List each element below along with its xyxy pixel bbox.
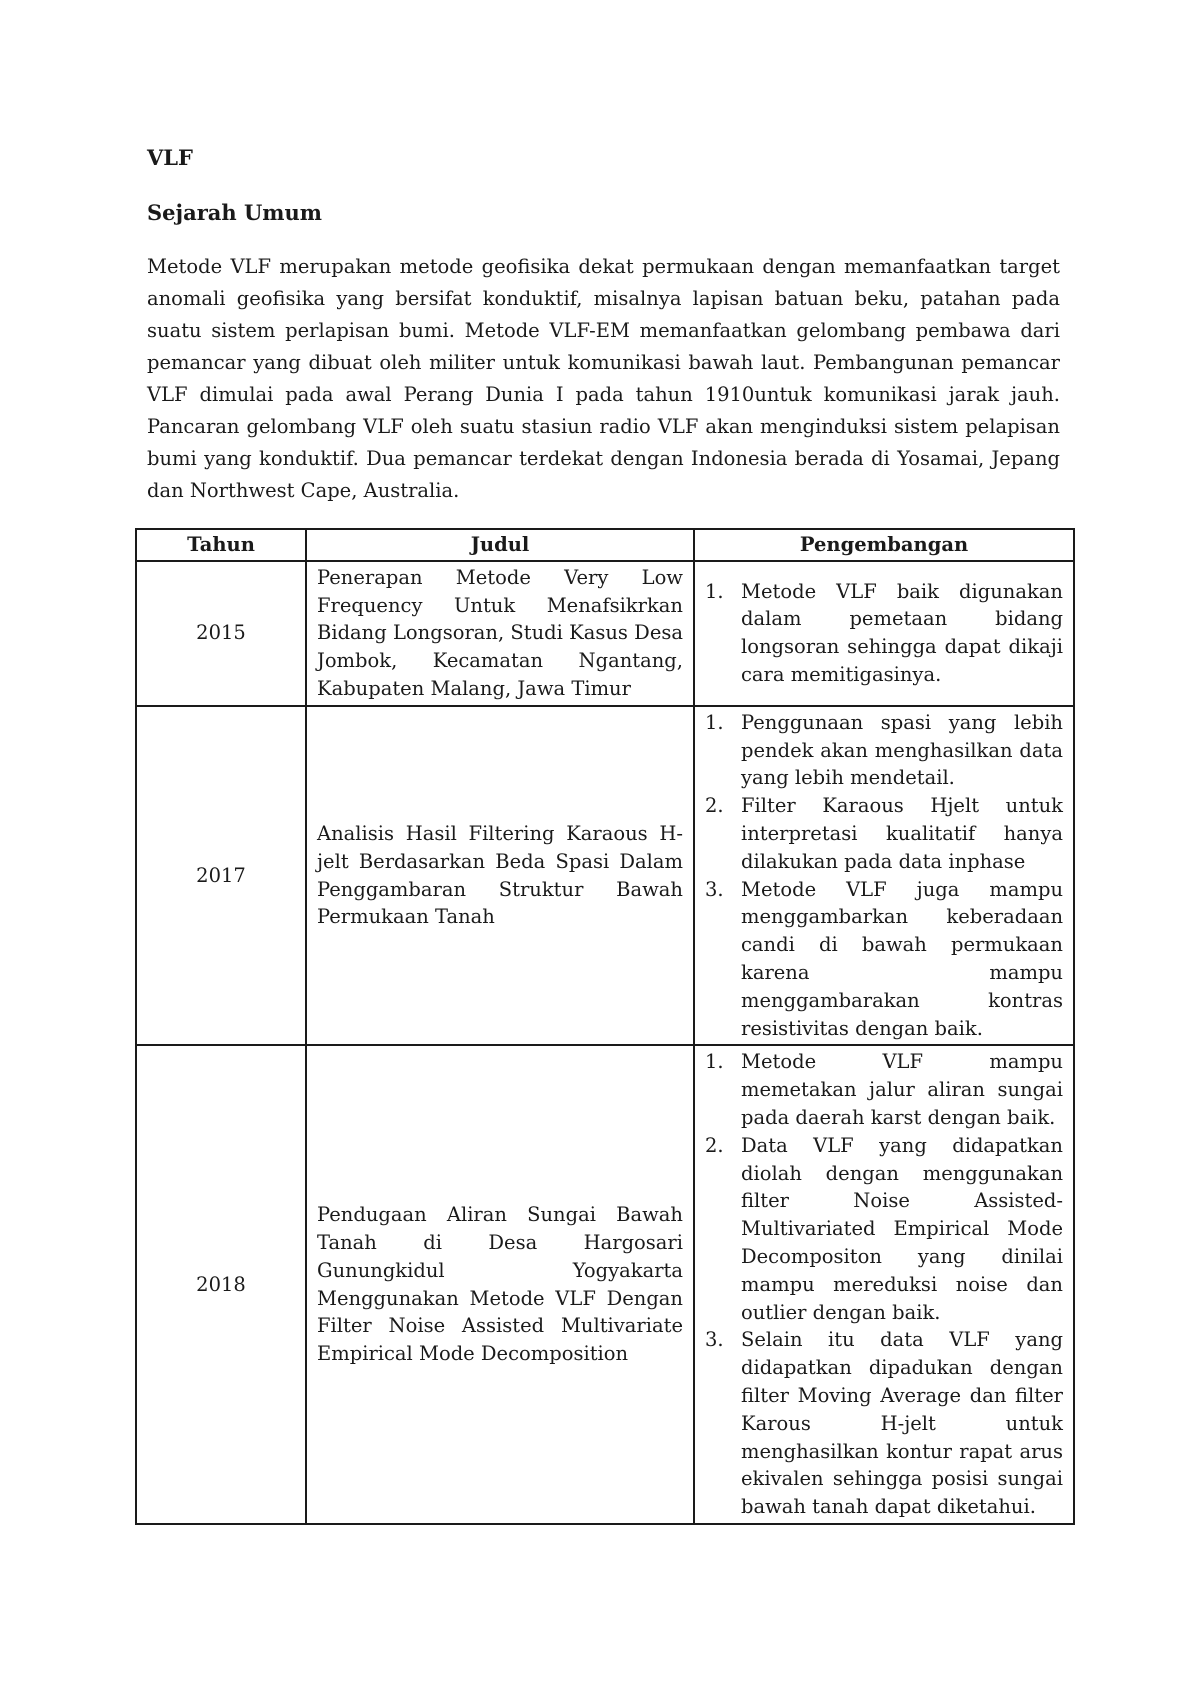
item-number: 1. — [705, 710, 724, 734]
development-cell — [694, 706, 1074, 1046]
development-item — [705, 709, 1063, 792]
item-number: 3. — [705, 1328, 724, 1352]
item-number: 1. — [705, 579, 724, 603]
table-row — [136, 706, 1074, 1046]
development-item — [705, 578, 1063, 689]
title-cell: Pendugaan Aliran Sungai Bawah Tanah di Desa Hargosari Gunungkidul Yogyakarta Menggunakan Metode VLF Dengan Filter Noise Assisted Multivariate Empirical Mode Decomposition — [306, 1045, 694, 1524]
item-text: Selain itu data VLF yang didapatkan dipadukan dengan filter Moving Average dan filter Karous H-jelt untuk menghasilkan kontur rapat arus ekivalen sehingga posisi sungai bawah tanah dapat diketahui. — [741, 1328, 1063, 1519]
year-cell: 2018 — [136, 1045, 306, 1524]
table-row — [136, 1045, 1074, 1524]
header-title: Judul — [306, 529, 694, 561]
development-list — [705, 1048, 1063, 1521]
table-header-row — [136, 529, 1074, 561]
header-development: Pengembangan — [694, 529, 1074, 561]
title-cell: Penerapan Metode Very Low Frequency Untuk Menafsikrkan Bidang Longsoran, Studi Kasus Desa Jombok, Kecamatan Ngantang, Kabupaten Malang, Jawa Timur — [306, 561, 694, 706]
item-number: 2. — [705, 794, 724, 818]
item-text: Penggunaan spasi yang lebih pendek akan menghasilkan data yang lebih mendetail. — [741, 710, 1063, 790]
intro-paragraph: Metode VLF merupakan metode geofisika dekat permukaan dengan memanfaatkan target anomali geofisika yang bersifat konduktif, misalnya lapisan batuan beku, patahan pada suatu sistem perlapisan bumi. Metode VLF-EM memanfaatkan gelombang pembawa dari pemancar yang dibuat oleh militer untuk komunikasi bawah laut. Pembangunan pemancar VLF dimulai pada awal Perang Dunia I pada tahun 1910untuk komunikasi jarak jauh. Pancaran gelombang VLF oleh suatu stasiun radio VLF akan menginduksi sistem pelapisan bumi yang konduktif. Dua pemancar terdekat dengan Indonesia berada di Yosamai, Jepang dan Northwest Cape, Australia. — [147, 255, 1060, 502]
item-text: Metode VLF juga mampu menggambarkan keberadaan candi di bawah permukaan karena mampu menggambarakan kontras resistivitas dengan baik. — [741, 877, 1063, 1040]
item-number: 1. — [705, 1050, 724, 1074]
development-item — [705, 1132, 1063, 1327]
development-item — [705, 1326, 1063, 1521]
year-cell: 2017 — [136, 706, 306, 1046]
year-cell: 2015 — [136, 561, 306, 706]
section-heading: Sejarah Umum — [147, 200, 323, 225]
item-text: Data VLF yang didapatkan diolah dengan menggunakan filter Noise Assisted-Multivariated Empirical Mode Decompositon yang dinilai mampu mereduksi noise dan outlier dengan baik. — [741, 1133, 1063, 1324]
development-item — [705, 876, 1063, 1043]
item-text: Filter Karaous Hjelt untuk interpretasi kualitatif hanya dilakukan pada data inphase — [741, 794, 1063, 873]
development-list — [705, 709, 1063, 1043]
item-number: 2. — [705, 1133, 724, 1157]
development-item — [705, 792, 1063, 875]
development-item — [705, 1048, 1063, 1131]
development-cell — [694, 561, 1074, 706]
table-row — [136, 561, 1074, 706]
development-list — [705, 578, 1063, 689]
development-cell — [694, 1045, 1074, 1524]
item-text: Metode VLF mampu memetakan jalur aliran sungai pada daerah karst dengan baik. — [741, 1050, 1063, 1129]
item-text: Metode VLF baik digunakan dalam pemetaan bidang longsoran sehingga dapat dikaji cara memitigasinya. — [741, 579, 1063, 687]
title-cell: Analisis Hasil Filtering Karaous H-jelt Berdasarkan Beda Spasi Dalam Penggambaran Struktur Bawah Permukaan Tanah — [306, 706, 694, 1046]
research-table — [135, 528, 1075, 1525]
document-title: VLF — [147, 145, 193, 170]
header-year: Tahun — [136, 529, 306, 561]
item-number: 3. — [705, 877, 724, 901]
